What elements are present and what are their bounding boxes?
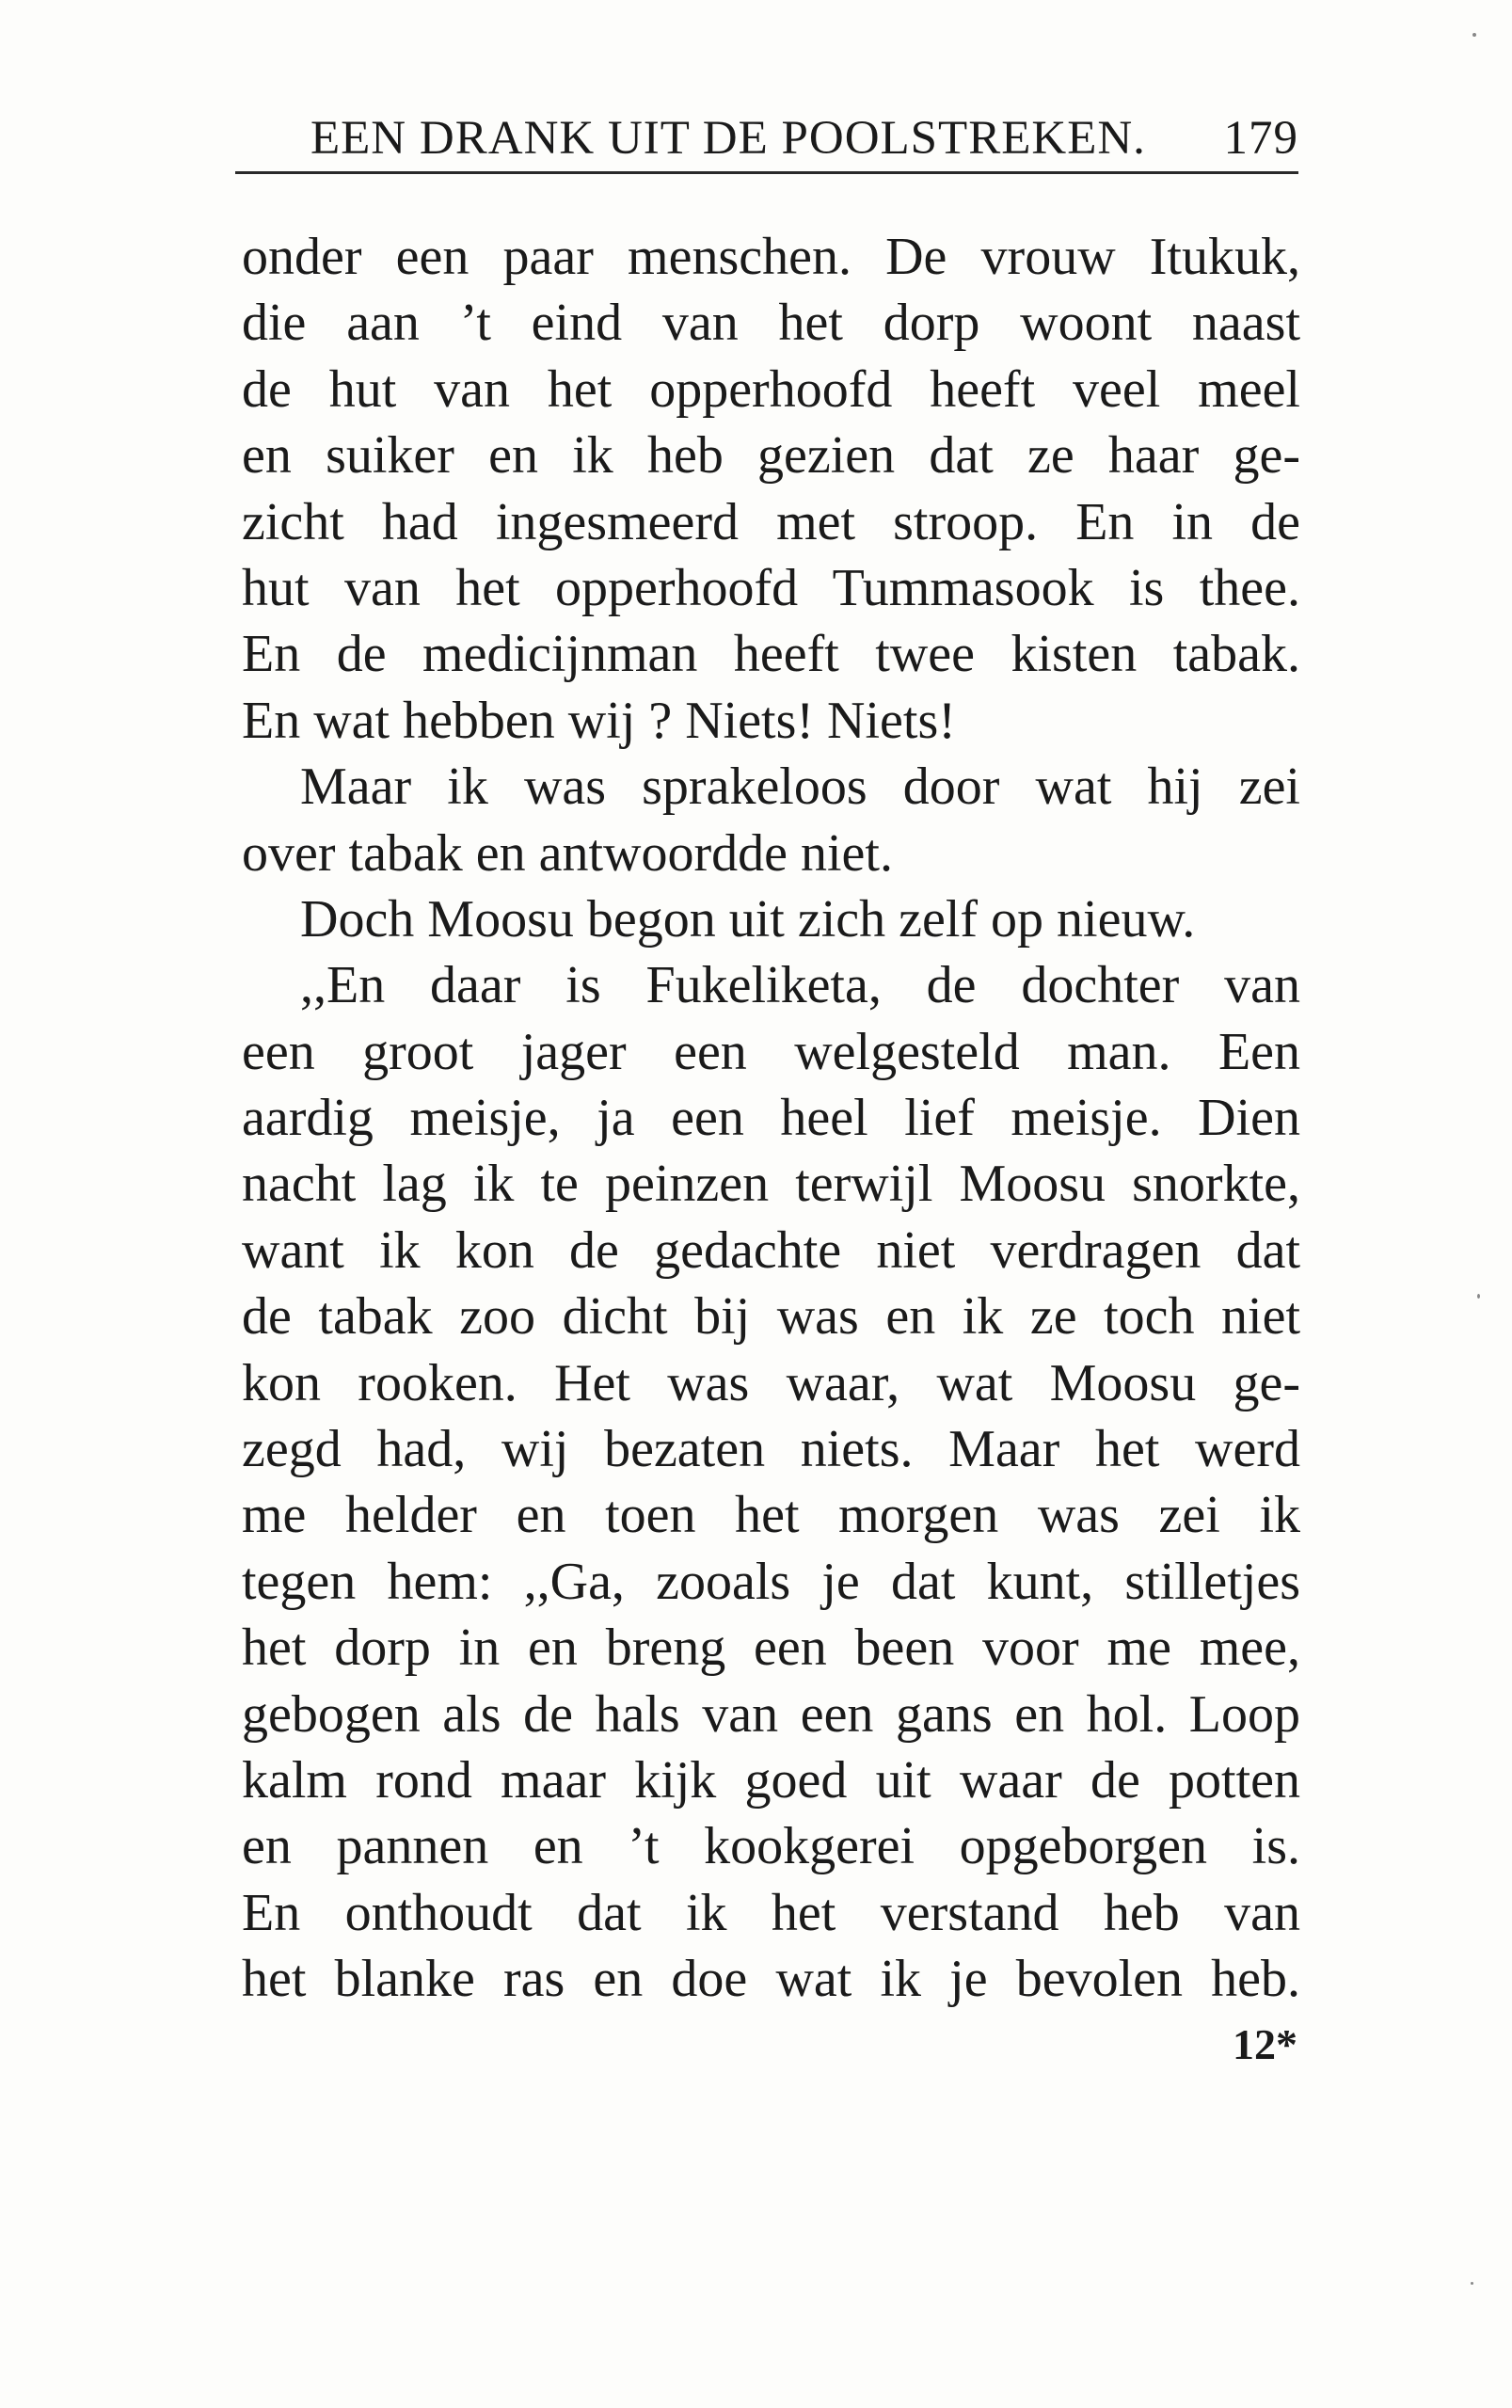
signature-mark: 12* [1233, 2020, 1297, 2068]
text-line: de tabak zoo dicht bij was en ik ze toch niet [242, 1287, 1300, 1347]
text-line: het blanke ras en doe wat ik je bevolen heb. [242, 1950, 1300, 2009]
text-line: zegd had, wij bezaten niets. Maar het werd [242, 1420, 1300, 1479]
text-line: onder een paar menschen. De vrouw Itukuk, [242, 228, 1300, 286]
text-line: En onthoudt dat ik het verstand heb van [242, 1883, 1300, 1942]
paragraph-start-line: ,,En daar is Fukeliketa, de dochter van [300, 956, 1300, 1015]
running-head-title: EEN DRANK UIT DE POOLSTREKEN. [310, 112, 1146, 165]
text-line: En de medicijnman heeft twee kisten tabak. [242, 625, 1300, 684]
text-line: kalm rond maar kijk goed uit waar de potten [242, 1750, 1300, 1810]
paragraph-start-line: Doch Moosu begon uit zich zelf op nieuw. [300, 889, 1196, 949]
paper-speck [1471, 2282, 1473, 2285]
paragraph-start-line: Maar ik was sprakeloos door wat hij zei [300, 757, 1300, 817]
running-head [235, 105, 1298, 173]
text-line: en pannen en ’t kookgerei opgeborgen is. [242, 1817, 1300, 1876]
text-line: want ik kon de gedachte niet verdragen dat [242, 1220, 1300, 1280]
paper-speck [1472, 33, 1476, 37]
text-line: aardig meisje, ja een heel lief meisje. Dien [242, 1089, 1300, 1148]
text-line: gebogen als de hals van een gans en hol. Loop [242, 1684, 1300, 1744]
text-line: en suiker en ik heb gezien dat ze haar ge- [242, 426, 1300, 486]
text-line: nacht lag ik te peinzen terwijl Moosu snorkte, [242, 1155, 1300, 1214]
text-line: de hut van het opperhoofd heeft veel meel [242, 359, 1300, 419]
text-line: tegen hem: ,,Ga, zooals je dat kunt, stilletjes [242, 1552, 1300, 1611]
paper-speck [1477, 1294, 1480, 1299]
text-line: die aan ’t eind van het dorp woont naast [242, 294, 1300, 353]
text-line: het dorp in en breng een been voor me mee, [242, 1619, 1300, 1678]
text-line: over tabak en antwoordde niet. [242, 823, 893, 883]
text-line: En wat hebben wij ? Niets! Niets! [242, 691, 956, 750]
text-line: zicht had ingesmeerd met stroop. En in de [242, 492, 1300, 551]
text-line: hut van het opperhoofd Tummasook is thee. [242, 558, 1300, 617]
header-rule [235, 171, 1298, 174]
text-line: kon rooken. Het was waar, wat Moosu ge- [242, 1353, 1300, 1412]
page-number: 179 [1223, 112, 1298, 165]
text-line: een groot jager een welgesteld man. Een [242, 1022, 1300, 1081]
text-line: me helder en toen het morgen was zei ik [242, 1486, 1300, 1545]
body-text [242, 224, 1300, 2013]
